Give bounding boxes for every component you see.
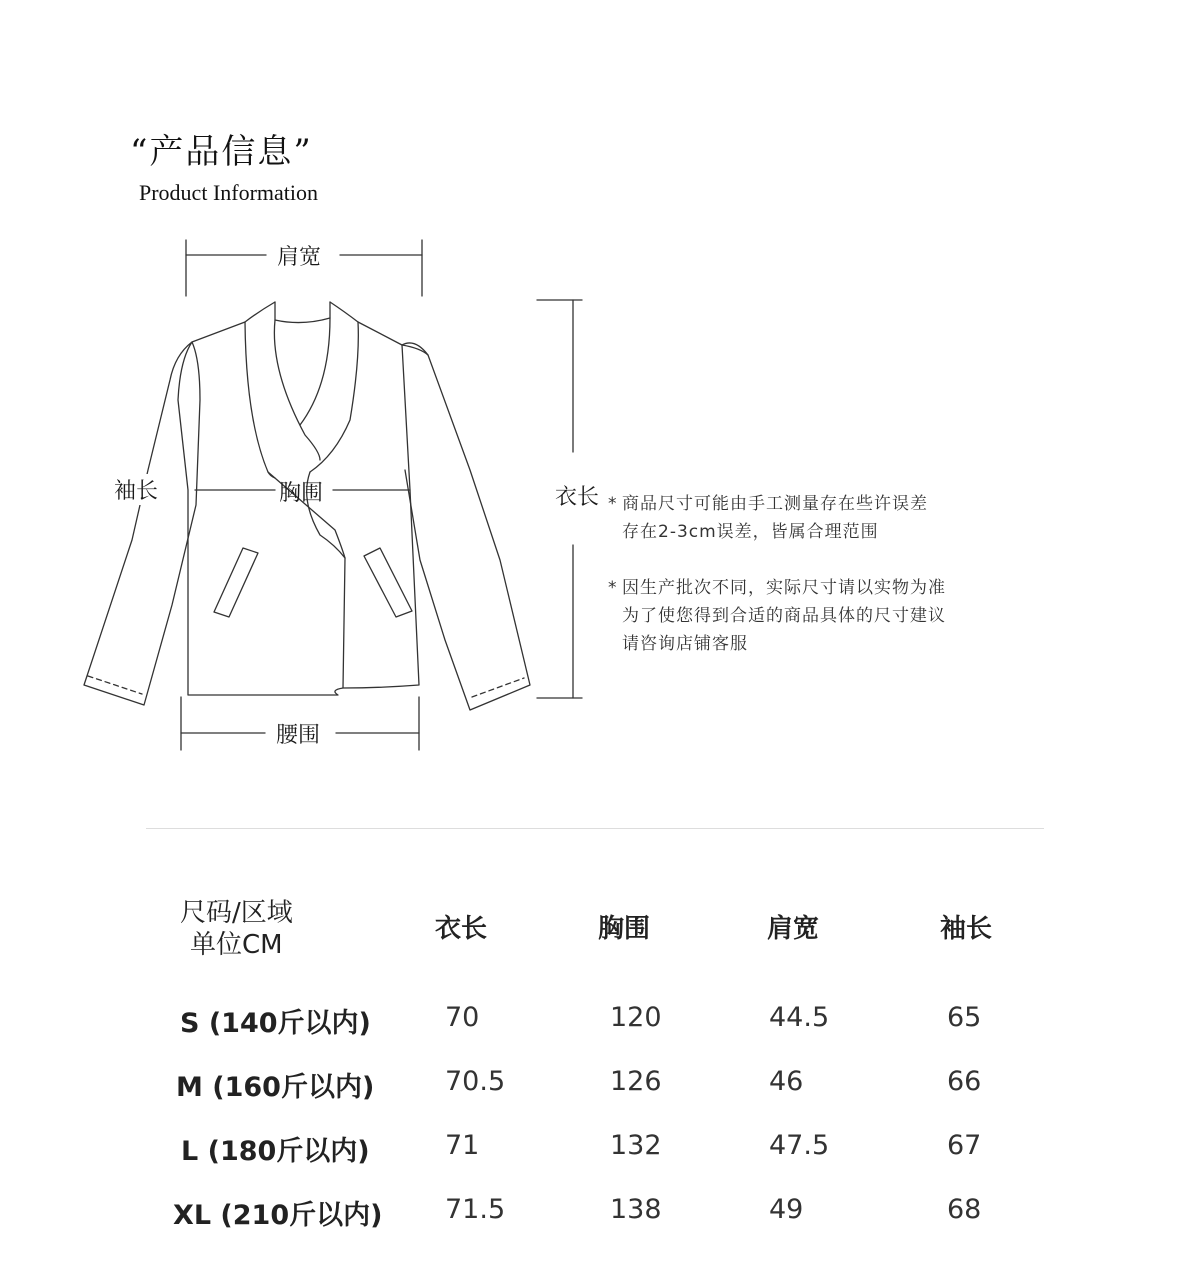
note-star: *: [608, 578, 618, 598]
length-cell: 70: [445, 1002, 480, 1033]
shoulder-cell: 44.5: [769, 1002, 830, 1033]
sleeve-length-label: 袖长: [114, 474, 158, 505]
section-divider: [146, 828, 1044, 829]
note-line: 商品尺寸可能由手工测量存在些许误差: [622, 494, 928, 514]
size-cell: M (160斤以内): [176, 1072, 375, 1103]
shoulder-cell: 47.5: [769, 1130, 830, 1161]
shoulder-cell: 49: [769, 1194, 804, 1225]
sleeve-cell: 68: [947, 1194, 982, 1225]
length-label: 衣长: [555, 480, 599, 511]
chest-label: 胸围: [279, 481, 324, 506]
note-batch-difference: [608, 574, 946, 658]
note-star: *: [608, 494, 618, 514]
size-cell: XL (210斤以内): [173, 1200, 383, 1231]
size-cell: L (180斤以内): [181, 1136, 370, 1167]
chest-cell: 138: [610, 1194, 662, 1225]
sleeve-cell: 66: [947, 1066, 982, 1097]
page-subtitle: Product Information: [139, 180, 319, 205]
waist-label: 腰围: [276, 718, 320, 749]
note-line: 存在2-3cm误差，皆属合理范围: [622, 522, 879, 542]
note-line: 请咨询店铺客服: [622, 634, 748, 654]
length-cell: 70.5: [445, 1066, 506, 1097]
size-header-line2: 单位CM: [190, 930, 283, 960]
length-cell: 71.5: [445, 1194, 506, 1225]
chest-cell: 120: [610, 1002, 662, 1033]
column-header-shoulder: 肩宽: [767, 914, 820, 944]
note-line: 因生产批次不同，实际尺寸请以实物为准: [622, 578, 946, 598]
note-line: 为了使您得到合适的商品具体的尺寸建议: [622, 606, 946, 626]
note-measurement-error: [608, 490, 928, 546]
sleeve-cell: 67: [947, 1130, 982, 1161]
shoulder-width-label: 肩宽: [277, 240, 321, 271]
column-header-chest: 胸围: [598, 914, 651, 944]
size-header-line1: 尺码/区域: [180, 898, 293, 928]
shoulder-cell: 46: [769, 1066, 804, 1097]
column-header-length: 衣长: [435, 914, 488, 944]
page-title: “产品信息”: [130, 132, 313, 172]
size-cell: S (140斤以内): [180, 1008, 371, 1039]
sleeve-cell: 65: [947, 1002, 982, 1033]
length-cell: 71: [445, 1130, 480, 1161]
chest-cell: 126: [610, 1066, 662, 1097]
chest-cell: 132: [610, 1130, 662, 1161]
column-header-sleeve: 袖长: [940, 914, 993, 944]
